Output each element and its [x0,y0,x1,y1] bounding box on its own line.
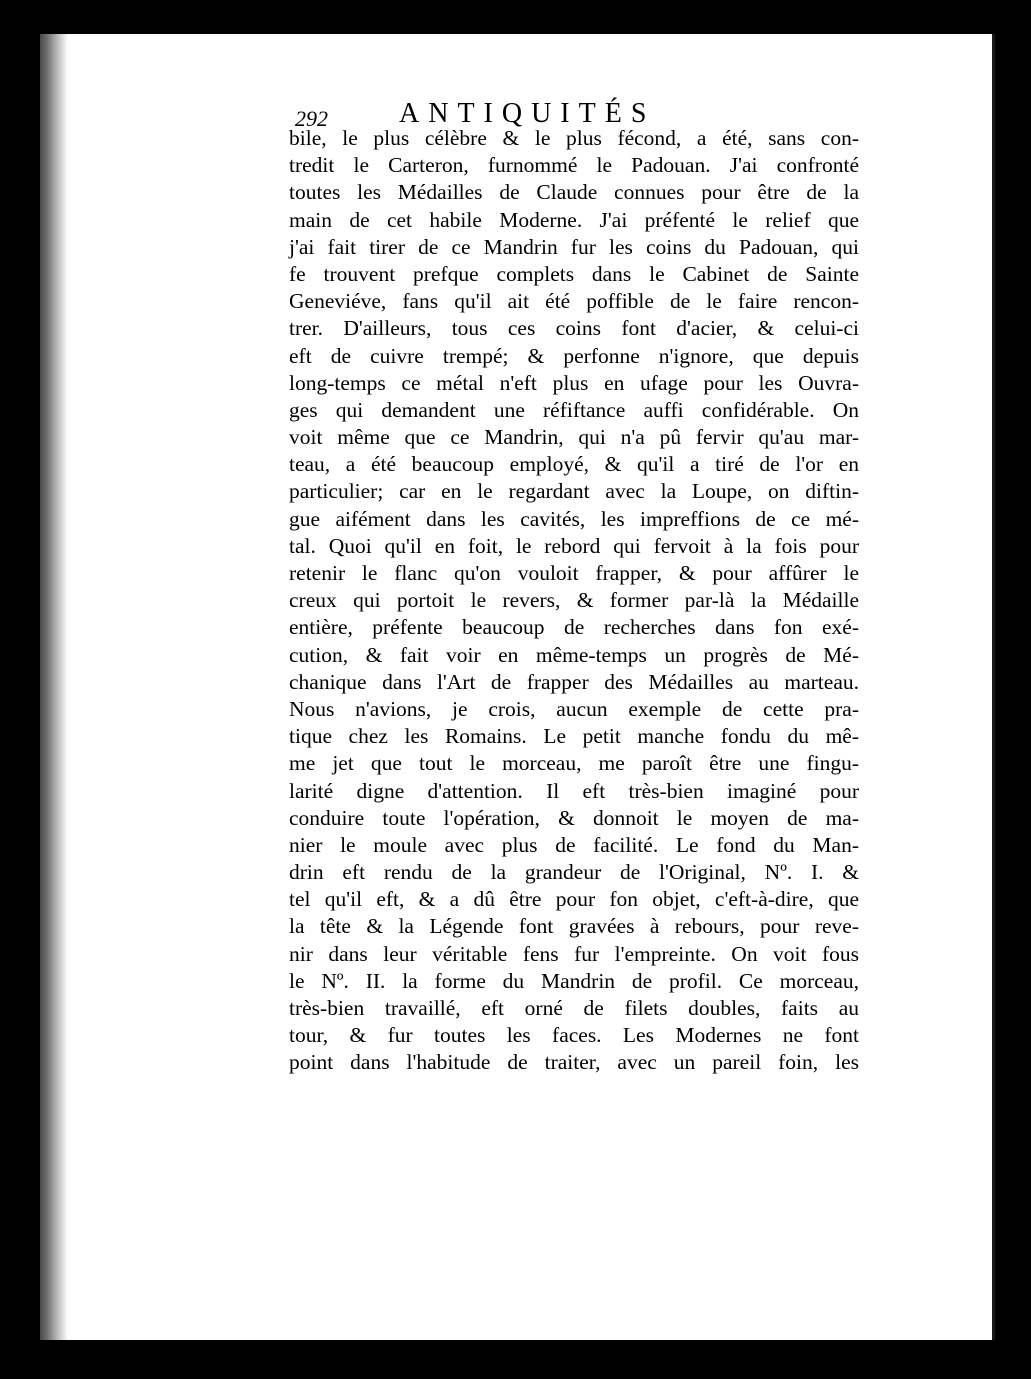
text-line: toutes les Médailles de Claude connues pour être de la [289,180,859,205]
text-line: Nous n'avions, je crois, aucun exemple de cette pra- [289,696,859,721]
text-line: cution, & fait voir en même-temps un progrès de Mé- [289,642,859,667]
text-line: entière, préfente beaucoup de recherches dans fon exé- [289,615,859,640]
text-line: tal. Quoi qu'il en foit, le rebord qui fervoit à la fois pour [289,533,859,558]
text-line: me jet que tout le morceau, me paroît être une fingu- [289,751,859,776]
text-line: main de cet habile Moderne. J'ai préfenté le relief que [289,207,859,232]
text-line: fe trouvent prefque complets dans le Cabinet de Sainte [289,261,859,286]
text-line: tel qu'il eft, & a dû être pour fon objet, c'eft-à-dire, que [289,887,859,912]
text-line: voit même que ce Mandrin, qui n'a pû fervir qu'au mar- [289,425,859,450]
text-line: long-temps ce métal n'eft plus en ufage pour les Ouvra- [289,370,859,395]
text-line: gue aifément dans les cavités, les impreffions de ce mé- [289,506,859,531]
text-line: eft de cuivre trempé; & perfonne n'ignore, que depuis [289,343,859,368]
text-line: nier le moule avec plus de facilité. Le fond du Man- [289,832,859,857]
text-line: retenir le flanc qu'on vouloit frapper, & pour affûrer le [289,561,859,585]
running-title: ANTIQUITÉS [399,98,656,129]
text-line: particulier; car en le regardant avec la Loupe, on diftin- [289,479,859,504]
text-line: tredit le Carteron, furnommé le Padouan. J'ai confronté [289,153,859,178]
text-line: creux qui portoit le revers, & former par-là la Médaille [289,588,859,613]
text-line: la tête & la Légende font gravées à rebours, pour reve- [289,914,859,939]
text-line: nir dans leur véritable fens fur l'empreinte. On voit fous [289,941,859,966]
body-text [289,125,859,1077]
text-line: bile, le plus célèbre & le plus fécond, a été, sans con- [289,126,859,150]
text-line: j'ai fait tirer de ce Mandrin fur les coins du Padouan, qui [289,234,859,259]
text-line: Geneviéve, fans qu'il ait été poffible de le faire rencon- [289,289,859,314]
page-number: 292 [295,106,328,131]
text-line: trer. D'ailleurs, tous ces coins font d'acier, & celui-ci [289,316,859,341]
text-line: conduire toute l'opération, & donnoit le moyen de ma- [289,805,859,830]
text-line: chanique dans l'Art de frapper des Médailles au marteau. [289,669,859,694]
text-line: tour, & fur toutes les faces. Les Modernes ne font [289,1023,859,1048]
text-line: larité digne d'attention. Il eft très-bien imaginé pour [289,778,859,803]
text-line: tique chez les Romains. Le petit manche fondu du mê- [289,724,859,749]
text-line: ges qui demandent une réfiftance auffi confidérable. On [289,397,859,422]
text-line: très-bien travaillé, eft orné de filets doubles, faits au [289,996,859,1020]
text-line: teau, a été beaucoup employé, & qu'il a tiré de l'or en [289,452,859,477]
page-binding-shadow [40,34,68,1340]
text-line: drin eft rendu de la grandeur de l'Original, Nº. I. & [289,860,859,885]
text-line: point dans l'habitude de traiter, avec un pareil foin, les [289,1050,859,1075]
text-line: le Nº. II. la forme du Mandrin de profil. Ce morceau, [289,968,859,993]
